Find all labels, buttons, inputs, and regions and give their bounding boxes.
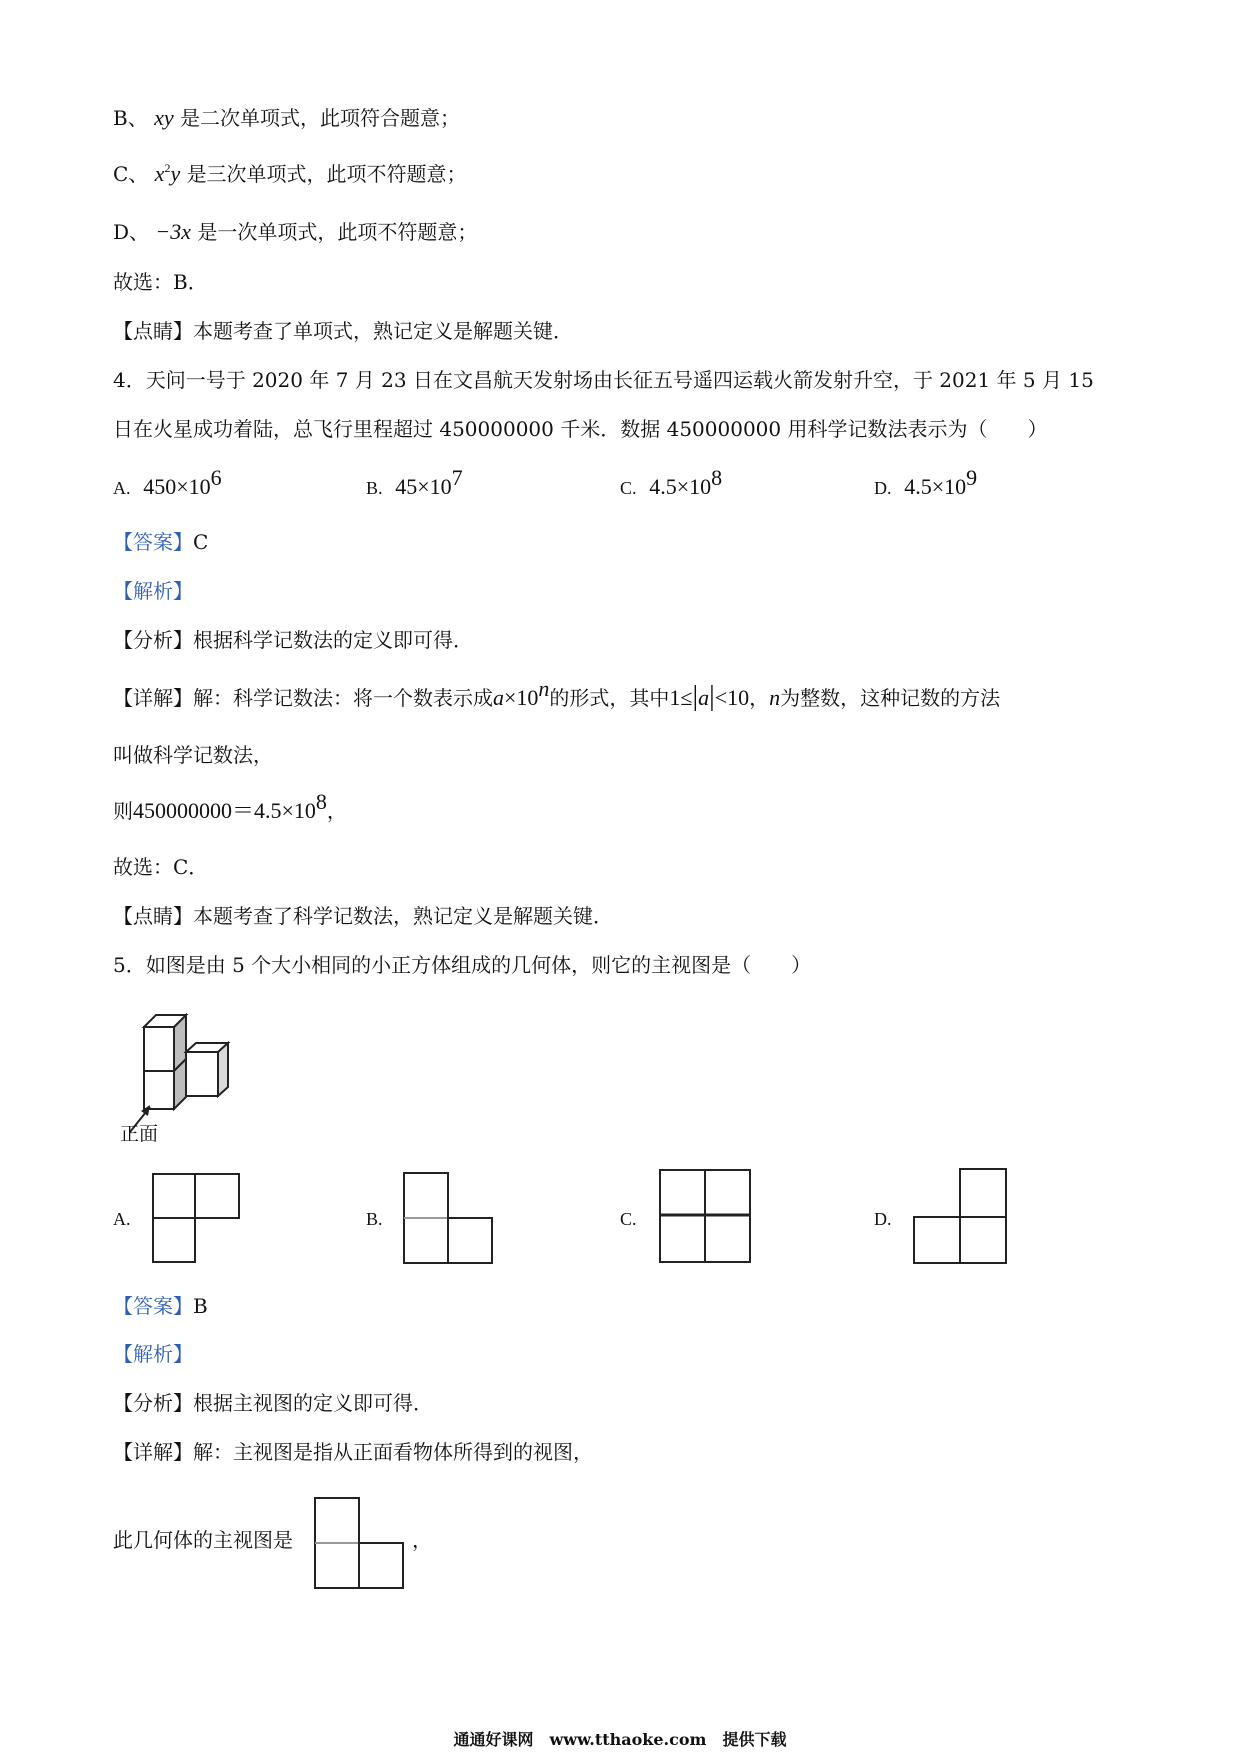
q5-analysis-tag: 【解析】 [113,1342,193,1366]
q3-b-label: B、 [113,106,148,130]
q5-front-label: 正面 [120,1123,159,1145]
page-footer: 通通好课网 www.tthaoke.com 提供下载 [453,1730,787,1749]
q5-option-a-label: A. [113,1209,131,1229]
q3-comment: 【点睛】本题考查了单项式，熟记定义是解题关键． [113,319,573,343]
q3-b-expr: xy [154,105,174,130]
q3-d-label: D、 [113,220,150,244]
q4-answer: 【答案】C [113,530,209,554]
q5-option-b-figure [403,1172,495,1266]
q5-option-b-label: B. [366,1209,383,1229]
q3-d-expr: −3x [155,219,192,244]
q5-option-d-figure [913,1168,1009,1266]
q5-answer: 【答案】B [113,1294,208,1318]
q5-fenxi: 【分析】根据主视图的定义即可得． [113,1391,433,1415]
q5-option-a-figure [152,1173,242,1265]
q3-d-text: 是一次单项式，此项不符题意； [197,220,478,244]
q5-final-suffix: ， [412,1528,432,1552]
q4-option-a: A. $450\times 10^6$ [113,465,222,499]
q3-c-text: 是三次单项式，此项不符题意； [186,162,467,186]
q5-option-c-label: C. [620,1209,637,1229]
q4-choose: 故选：C． [113,855,209,879]
q3-b-text: 是二次单项式，此项符合题意； [179,106,460,130]
q3-c-label: C、 [113,162,149,186]
q5-final-figure [314,1497,406,1591]
q5-detail: 【详解】解：主视图是指从正面看物体所得到的视图， [113,1440,593,1464]
q3-c-expr: $x^2y$ [154,161,181,186]
q3-option-c-line [113,160,467,188]
q4-option-d: D. $4.5\times 10^9$ [874,465,978,499]
q4-detail: 【详解】解：科学记数法：将一个数表示成$a\times 10^n$的形式，其中1≤|a|<10，n为整数，这种记数的方法 [113,676,1001,712]
q4-analysis-tag: 【解析】 [113,579,193,603]
q5-option-c-figure [659,1169,753,1265]
q4-stem-line1: 4．天问一号于 2020 年 7 月 23 日在文昌航天发射场由长征五号遥四运载火箭发射升空，于 2021 年 5 月 15 [113,368,1094,392]
q4-fenxi: 【分析】根据科学记数法的定义即可得． [113,628,473,652]
q3-option-b-line [113,104,460,132]
q4-detail-line2: 叫做科学记数法， [113,743,273,767]
q5-final-prefix: 此几何体的主视图是 [113,1528,293,1552]
q4-then: 则$450000000=4.5\times 10^8$， [113,789,347,823]
q4-comment: 【点睛】本题考查了科学记数法，熟记定义是解题关键． [113,904,613,928]
q3-option-d-line [113,218,477,246]
q3-choose: 故选：B． [113,270,208,294]
q5-option-d-label: D. [874,1209,892,1229]
q4-option-c: C. $4.5\times 10^8$ [620,465,723,499]
q4-stem-line2: 日在火星成功着陆，总飞行里程超过 450000000 千米．数据 450000000 用科学记数法表示为（ ） [113,417,1048,441]
q4-option-b: B. $45\times 10^7$ [366,465,463,499]
q5-stem: 5．如图是由 5 个大小相同的小正方体组成的几何体，则它的主视图是（ ） [113,953,812,977]
